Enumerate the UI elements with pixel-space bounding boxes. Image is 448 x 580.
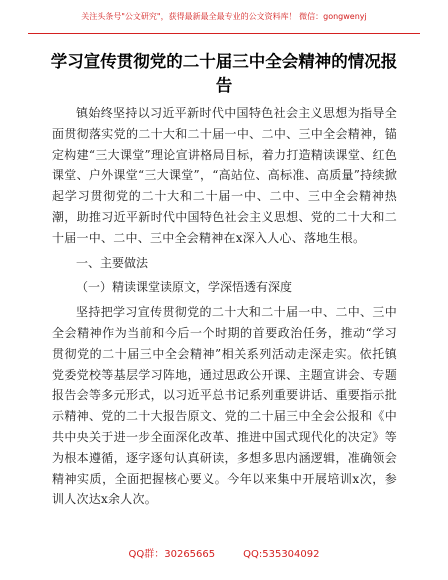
document-title: 学习宣传贯彻党的二十届三中全会精神的情况报告 bbox=[50, 52, 398, 95]
body-paragraph: 坚持把学习宣传贯彻党的二十大和二十届一中、二中、三中全会精神作为当前和今后一个时期的首要政治任务，推动“学习贯彻党的二十届三中全会精神”相关系列活动走深走实。依托镇党委党校等基层学习阵地，通过思政公开课、主题宣讲会、专题报告会等多元形式，以习近平总书记系列重要讲话、重要指示批示精神、党的二十大报告原文、党的二十届三中全会公报和《中共中央关于进一步全面深化改革、推进中国式现代化的决定》等为根本遵循，逐字逐句认真研读，多想多思内涵逻辑，准确领会精神实质，全面把握核心要义。今年以来集中开展培训x次，参训人次达x余人次。 bbox=[52, 305, 397, 507]
section-heading: 一、主要做法 bbox=[76, 255, 149, 270]
footer-qq-group: QQ群：30265665 bbox=[128, 549, 216, 560]
footer-contact bbox=[0, 545, 448, 560]
footer-qq-number: QQ:535304092 bbox=[243, 549, 320, 560]
intro-paragraph: 镇始终坚持以习近平新时代中国特色社会主义思想为指导全面贯彻落实党的二十大和二十届一中、二中、三中全会精神，锚定构建“三大课堂”理论宣讲格局目标，着力打造精读课堂、红色课堂、户外课堂“三大课堂”，“高站位、高标准、高质量”持续掀起学习贯彻党的二十大和二十届一中、二中、三中全会精神热潮，助推习近平新时代中国特色社会主义思想、党的二十大和二十届一中、二中、三中全会精神在x深入人心、落地生根。 bbox=[52, 106, 397, 245]
document-body bbox=[52, 103, 397, 510]
header-watermark-note: 关注头条号"公文研究"，获得最新最全最专业的公文资料库！ 微信：gongwenyj bbox=[81, 12, 367, 21]
subsection-heading: （一）精读课堂读原文，学深悟透有深度 bbox=[76, 280, 293, 295]
header-divider bbox=[28, 33, 420, 34]
